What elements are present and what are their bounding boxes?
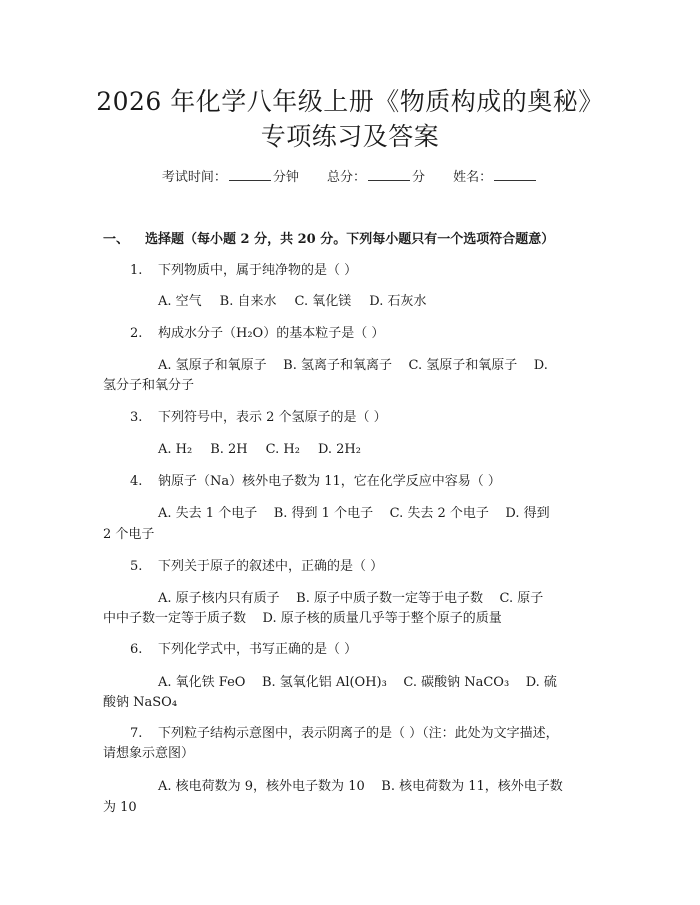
question-stem: 下列关于原子的叙述中，正确的是（ ） xyxy=(158,559,384,574)
question-7-cont: 请想象示意图） xyxy=(103,746,195,761)
question-stem: 钠原子（Na）核外电子数为 11，它在化学反应中容易（ ） xyxy=(158,474,501,489)
option-d[interactable]: D. 2H₂ xyxy=(317,442,361,457)
question-7 xyxy=(130,724,559,744)
question-number: 3. xyxy=(130,410,143,425)
question-number: 2. xyxy=(130,326,143,341)
question-2 xyxy=(130,324,384,344)
question-stem: 下列物质中，属于纯净物的是（ ） xyxy=(158,263,358,278)
name-field xyxy=(453,168,538,188)
option-c[interactable]: C. H₂ xyxy=(265,442,300,457)
question-4 xyxy=(130,472,501,492)
question-number: 1. xyxy=(130,263,143,278)
question-1 xyxy=(130,261,357,281)
question-5 xyxy=(130,557,383,577)
options-4[interactable]: A. 失去 1 个电子 B. 得到 1 个电子 C. 失去 2 个电子 D. 得到 xyxy=(158,506,550,521)
time-label: 考试时间： xyxy=(161,170,227,185)
options-3 xyxy=(158,440,379,460)
question-3 xyxy=(130,408,387,428)
question-number: 4. xyxy=(130,474,143,489)
name-blank[interactable] xyxy=(494,168,536,181)
time-blank[interactable] xyxy=(229,168,271,181)
time-unit: 分钟 xyxy=(272,170,299,185)
exam-meta xyxy=(0,168,700,188)
score-label: 总分： xyxy=(326,170,366,185)
question-6 xyxy=(130,640,357,660)
question-stem: 下列符号中，表示 2 个氢原子的是（ ） xyxy=(158,410,387,425)
question-number: 6. xyxy=(130,642,143,657)
option-c[interactable]: C. 氧化镁 xyxy=(294,294,352,309)
section-title: 选择题（每小题 2 分，共 20 分。下列每小题只有一个选项符合题意） xyxy=(145,232,555,247)
option-a[interactable]: A. H₂ xyxy=(158,442,193,457)
section-heading xyxy=(103,230,623,250)
options-5[interactable]: A. 原子核内只有质子 B. 原子中质子数一定等于电子数 C. 原子 xyxy=(158,591,544,606)
options-5-cont[interactable]: 中中子数一定等于质子数 D. 原子核的质量几乎等于整个原子的质量 xyxy=(103,611,502,626)
options-7[interactable]: A. 核电荷数为 9，核外电子数为 10 B. 核电荷数为 11，核外电子数 xyxy=(158,779,563,794)
options-6[interactable]: A. 氧化铁 FeO B. 氢氧化铝 Al(OH)₃ C. 碳酸钠 NaCO₃ D. 硫 xyxy=(158,675,557,690)
options-1 xyxy=(158,292,444,312)
option-d[interactable]: D. 石灰水 xyxy=(369,294,427,309)
title-line-2: 专项练习及答案 xyxy=(260,122,440,151)
question-number: 7. xyxy=(130,726,143,741)
score-field xyxy=(327,168,425,188)
question-number: 5. xyxy=(130,559,143,574)
option-b[interactable]: B. 2H xyxy=(210,442,248,457)
question-stem: 下列粒子结构示意图中，表示阴离子的是（ ）（注：此处为文字描述， xyxy=(158,726,559,741)
options-2-cont[interactable]: 氢分子和氧分子 xyxy=(103,378,195,393)
question-stem: 构成水分子（H₂O）的基本粒子是（ ） xyxy=(158,326,385,341)
score-unit: 分 xyxy=(412,170,426,185)
options-7-cont[interactable]: 为 10 xyxy=(103,800,137,815)
name-label: 姓名： xyxy=(453,170,493,185)
option-a[interactable]: A. 空气 xyxy=(158,294,202,309)
title-line-1: 2026 年化学八年级上册《物质构成的奥秘》 xyxy=(96,87,604,116)
time-field xyxy=(162,168,299,188)
option-b[interactable]: B. 自来水 xyxy=(219,294,277,309)
score-blank[interactable] xyxy=(368,168,410,181)
section-number: 一、 xyxy=(103,232,130,247)
options-4-cont[interactable]: 2 个电子 xyxy=(103,527,155,542)
options-2[interactable]: A. 氢原子和氧原子 B. 氢离子和氧离子 C. 氢原子和氧原子 D. xyxy=(158,358,548,373)
options-6-cont[interactable]: 酸钠 NaSO₄ xyxy=(103,695,178,710)
question-stem: 下列化学式中，书写正确的是（ ） xyxy=(158,642,358,657)
